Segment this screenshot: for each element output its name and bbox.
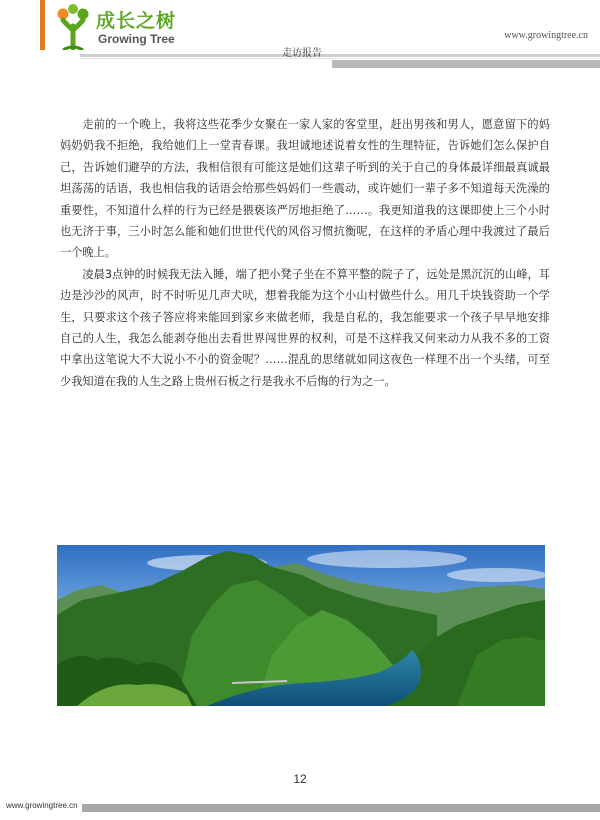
footer-bar — [82, 804, 600, 812]
header-divider — [80, 54, 600, 57]
page-number: 12 — [293, 772, 307, 786]
section-title-bar — [332, 60, 600, 68]
landscape-photo — [57, 545, 545, 706]
paragraph: 凌晨3点钟的时候我无法入睡，端了把小凳子坐在不算平整的院子了，远处是黑沉沉的山峰，耳边是沙沙的风声，时不时听见几声犬吠，想着我能为这个小山村做些什么。用几千块钱资助一个学生，只要求这个孩子答应将来能回到家乡来做老师，我是自私的，我怎能要求一个孩子早早地安排自己的人生，我怎么能剥夺他出去看世界闯世界的权利，可是不这样我又何来动力从我不多的工资中拿出这笔说大不大说小不小的资金呢？……混乱的思绪就如同这夜色一样理不出一个头绪，可至少我知道在我的人生之路上贵州石板之行是我永不后悔的行为之一。 — [60, 267, 550, 388]
tree-logo-icon — [56, 4, 90, 50]
paragraph: 走前的一个晚上，我将这些花季少女聚在一家人家的客堂里，赶出男孩和男人，愿意留下的妈妈奶奶我不拒绝，我给她们上一堂青春课。我坦诚地述说着女性的生理特征，告诉她们怎么保护自己，告诉她们避孕的方法，我相信很有可能这是她们这辈子听到的关于自己的身体最详细最真诚最坦荡荡的话语，我也相信我的话语会给那些妈妈们一些震动，或许她们一辈子多不知道每天洗澡的重要性，不知道什么样的行为已经是猥亵该严厉地拒绝了……。我更知道我的这课即使上三个小时也无济于事，三小时怎么能和她们世世代代的风俗习惯抗衡呢，在这样的矛盾心理中我渡过了最后一个晚上。 — [60, 118, 550, 260]
footer-site-url[interactable]: www.growingtree.cn — [6, 801, 78, 810]
section-title: 走访报告 — [282, 48, 322, 59]
page-header — [0, 0, 600, 74]
header-divider-thin — [80, 58, 600, 59]
article-body — [60, 114, 550, 392]
header-accent-bar — [40, 0, 45, 50]
header-site-url[interactable]: www.growingtree.cn — [504, 30, 588, 41]
brand-logo — [52, 2, 212, 52]
logo-english-name: Growing Tree — [98, 32, 175, 46]
mountain-lake-image — [57, 545, 545, 706]
logo-chinese-name: 成长之树 — [96, 10, 177, 32]
